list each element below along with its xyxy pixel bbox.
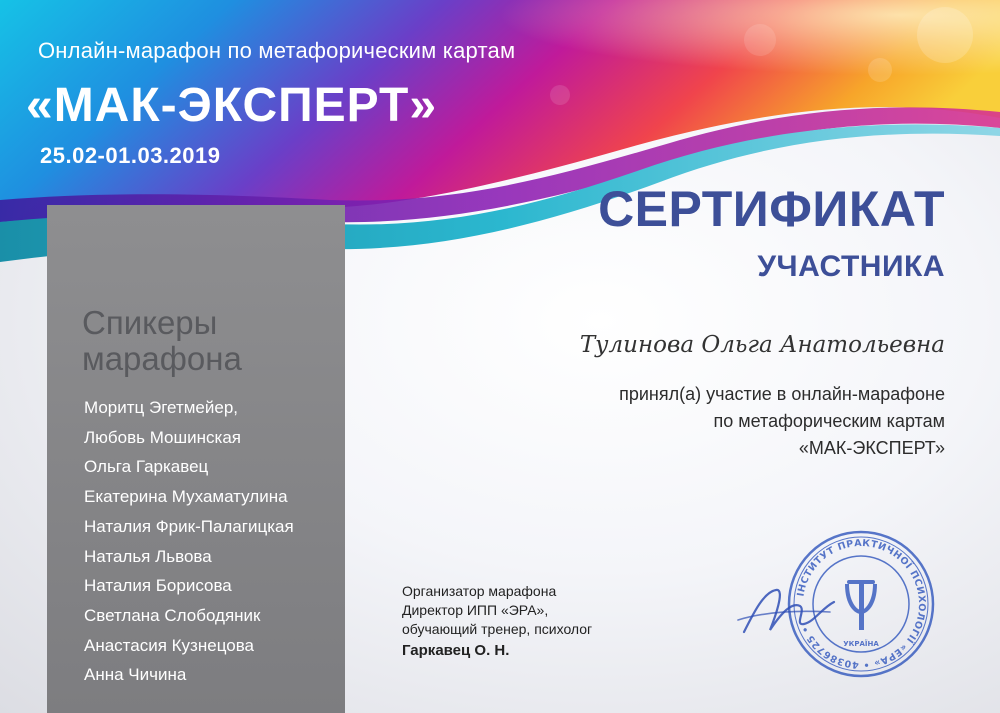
speaker-item: Наталья Львова [84,546,212,566]
marathon-dates: 25.02-01.03.2019 [40,143,221,168]
speaker-item: Моритц Эгетмейер, [84,398,238,417]
participation-line: «МАК-ЭКСПЕРТ» [798,438,945,458]
speaker-item: Ольга Гаркавец [84,457,209,477]
speaker-item: Екатерина Мухаматулина [84,487,288,507]
speaker-item: Любовь Мошинская [84,427,242,447]
certificate-title: СЕРТИФИКАТ [598,181,945,237]
speakers-heading-line2: марафона [82,340,242,377]
participation-line: принял(а) участие в онлайн-марафоне [619,384,945,404]
organizer-position: Директор ИПП «ЭРА», [402,602,549,618]
speaker-item: Наталия Фрик-Палагицкая [84,516,294,536]
speaker-item: Анна Чичина [84,665,187,685]
organizer-profession: обучающий тренер, психолог [402,621,593,637]
speaker-item: Светлана Слободяник [84,605,261,625]
organizer-role: Организатор марафона [402,583,557,599]
speakers-list [84,393,294,690]
marathon-subtitle: Онлайн-марафон по метафорическим картам [38,38,516,63]
recipient-name: Тулинова Ольга Анатольевна [579,332,945,358]
speaker-item: Анастасия Кузнецова [84,635,254,655]
marathon-title: «МАК-ЭКСПЕРТ» [26,79,438,132]
participation-line: по метафорическим картам [713,411,945,431]
speakers-heading-line1: Спикеры [82,304,218,341]
organizer-block [402,582,592,660]
speaker-item: Наталия Борисова [84,576,232,596]
participation-text [619,381,945,462]
signature [734,572,844,642]
speakers-heading [82,305,242,377]
certificate-subtitle: УЧАСТНИКА [757,250,945,283]
organizer-name: Гаркавец О. Н. [402,642,510,659]
svg-text:ІНСТИТУТ ПРАКТИЧНОЇ ПСИХОЛОГІЇ: ІНСТИТУТ ПРАКТИЧНОЇ ПСИХОЛОГІЇ «ЕРА» • 40386725 • [795,537,928,671]
svg-text:УКРАЇНА: УКРАЇНА [843,640,879,648]
